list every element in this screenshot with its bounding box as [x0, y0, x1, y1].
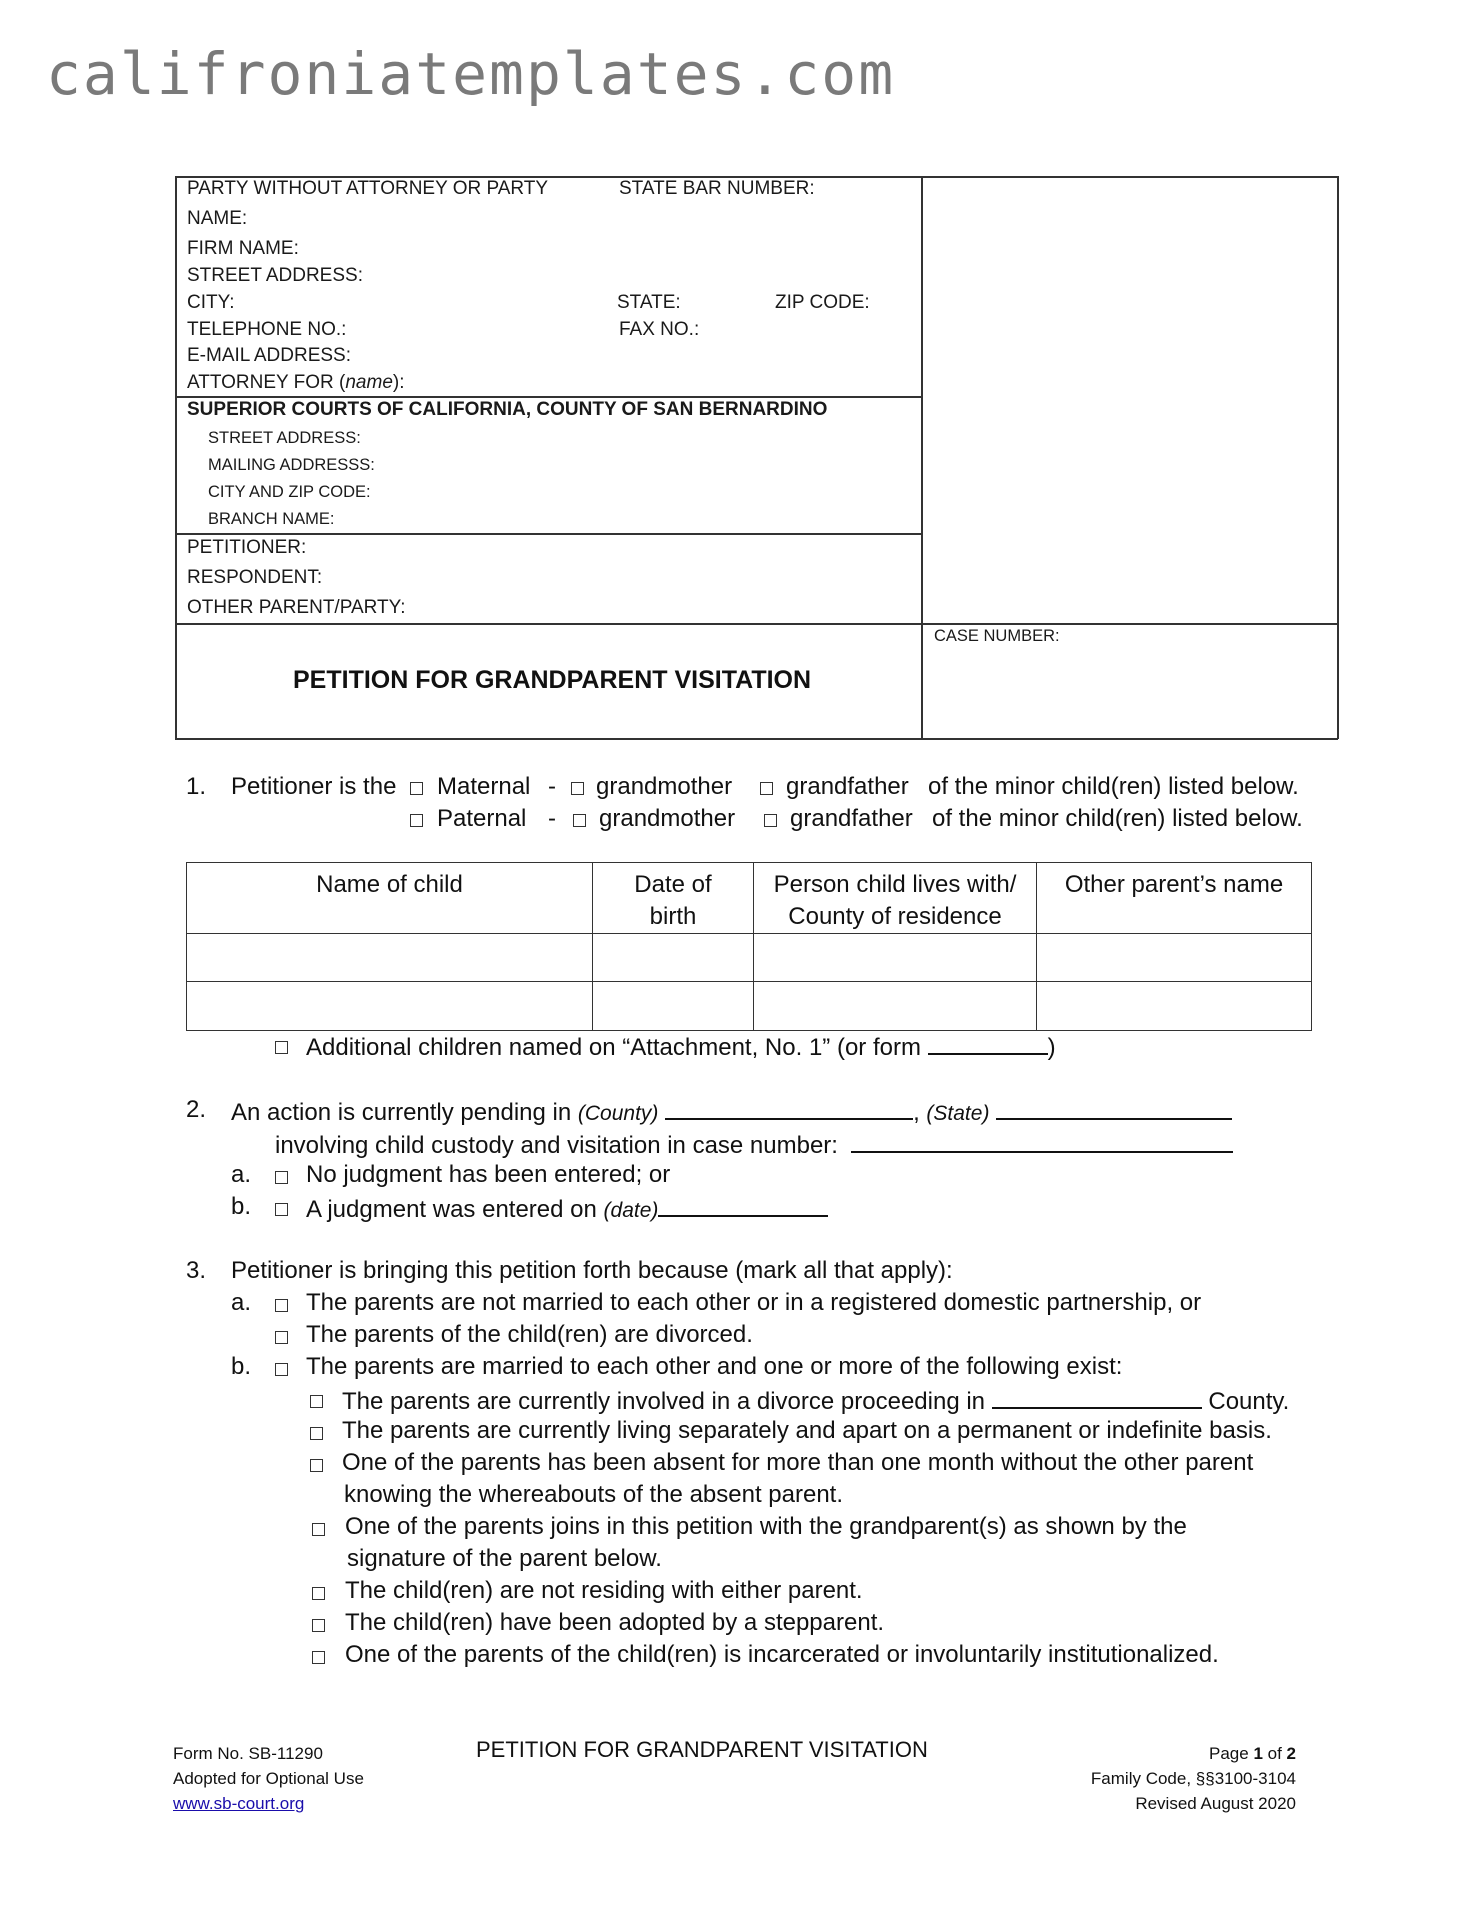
married-checkbox[interactable]	[275, 1363, 288, 1376]
judgment-entered-text: A judgment was entered on (date)	[306, 1193, 828, 1224]
stepparent-text: The child(ren) have been adopted by a stepparent.	[345, 1609, 885, 1636]
living-separately-checkbox[interactable]	[310, 1427, 323, 1440]
paternal-grandfather-checkbox[interactable]	[764, 814, 777, 827]
county-blank[interactable]	[665, 1096, 913, 1120]
table-row	[187, 982, 1312, 1031]
child-name-cell[interactable]	[187, 982, 593, 1031]
maternal-grandfather-label: grandfather	[786, 773, 909, 800]
court-name: SUPERIOR COURTS OF CALIFORNIA, COUNTY OF SAN BERNARDINO	[187, 399, 828, 420]
state-label: STATE:	[617, 292, 681, 313]
paternal-grandmother-checkbox[interactable]	[573, 814, 586, 827]
incarcerated-checkbox[interactable]	[312, 1651, 325, 1664]
child-other-parent-cell[interactable]	[1037, 982, 1312, 1031]
court-city-zip-label: CITY AND ZIP CODE:	[208, 483, 371, 501]
street-address-label: STREET ADDRESS:	[187, 265, 363, 286]
header-name-of-child: Name of child	[187, 863, 593, 934]
divorce-proceeding-checkbox[interactable]	[310, 1395, 323, 1408]
child-name-cell[interactable]	[187, 934, 593, 982]
footer-left	[173, 1741, 364, 1816]
judgment-date-blank[interactable]	[658, 1193, 828, 1217]
maternal-label: Maternal	[437, 773, 531, 800]
parent-absent-text-1: One of the parents has been absent for more than one month without the other parent	[342, 1449, 1254, 1476]
city-label: CITY:	[187, 292, 235, 313]
parent-joins-checkbox[interactable]	[312, 1523, 325, 1536]
revision-date: Revised August 2020	[1135, 1794, 1296, 1813]
item3-number: 3.	[186, 1257, 207, 1284]
fax-label: FAX NO.:	[619, 319, 700, 340]
header-date-of-birth: Date of birth	[593, 863, 754, 934]
adopted-for-use: Adopted for Optional Use	[173, 1769, 364, 1788]
children-table	[186, 862, 1312, 1031]
court-branch-label: BRANCH NAME:	[208, 510, 335, 528]
child-lives-with-cell[interactable]	[754, 934, 1037, 982]
state-bar-label: STATE BAR NUMBER:	[619, 178, 815, 199]
item1-lead: Petitioner is the	[231, 773, 397, 800]
form-number: Form No. SB-11290	[173, 1744, 323, 1763]
item2-a-label: a.	[231, 1161, 252, 1188]
header-lives-with: Person child lives with/ County of residence	[754, 863, 1037, 934]
not-residing-text: The child(ren) are not residing with either parent.	[345, 1577, 863, 1604]
watermark-text: califroniatemplates.com	[46, 40, 896, 108]
attorney-for-label: ATTORNEY FOR (name):	[187, 372, 405, 393]
parent-joins-text-1: One of the parents joins in this petition with the grandparent(s) as shown by the	[345, 1513, 1187, 1540]
item1-dash: -	[548, 773, 556, 800]
item2-line2: involving child custody and visitation in case number:	[275, 1129, 1233, 1160]
not-residing-checkbox[interactable]	[312, 1587, 325, 1600]
family-code-reference: Family Code, §§3100-3104	[1090, 1769, 1296, 1788]
telephone-label: TELEPHONE NO.:	[187, 319, 347, 340]
paternal-grandmother-label: grandmother	[599, 805, 736, 832]
incarcerated-text: One of the parents of the child(ren) is incarcerated or involuntarily institutionalized.	[345, 1641, 1219, 1668]
child-dob-cell[interactable]	[593, 982, 754, 1031]
court-mailing-label: MAILING ADDRESSS:	[208, 456, 375, 474]
state-blank[interactable]	[996, 1096, 1232, 1120]
paternal-checkbox[interactable]	[410, 814, 423, 827]
case-number-label: CASE NUMBER:	[934, 627, 1060, 645]
maternal-grandmother-checkbox[interactable]	[571, 782, 584, 795]
divorced-checkbox[interactable]	[275, 1331, 288, 1344]
maternal-grandmother-label: grandmother	[596, 773, 733, 800]
item2-lead: An action is currently pending in (County) , (State)	[231, 1096, 1232, 1127]
not-married-text: The parents are not married to each other or in a registered domestic partnership, or	[306, 1289, 1202, 1316]
item1-number: 1.	[186, 773, 207, 800]
firm-name-label: FIRM NAME:	[187, 238, 299, 259]
item3-b-label: b.	[231, 1353, 252, 1380]
table-row	[187, 934, 1312, 982]
divorce-county-blank[interactable]	[992, 1385, 1202, 1409]
parent-absent-text-2: knowing the whereabouts of the absent parent.	[344, 1481, 844, 1508]
divorced-text: The parents of the child(ren) are divorced.	[306, 1321, 753, 1348]
form-number-blank[interactable]	[928, 1031, 1048, 1055]
child-dob-cell[interactable]	[593, 934, 754, 982]
footer-right	[1091, 1741, 1296, 1816]
stepparent-checkbox[interactable]	[312, 1619, 325, 1632]
no-judgment-text: No judgment has been entered; or	[306, 1161, 671, 1188]
item2-b-label: b.	[231, 1193, 252, 1220]
respondent-label: RESPONDENT:	[187, 567, 323, 588]
item3-a-label: a.	[231, 1289, 252, 1316]
no-judgment-checkbox[interactable]	[275, 1171, 288, 1184]
additional-children-text: Additional children named on “Attachment, No. 1” (or form )	[306, 1031, 1056, 1062]
child-lives-with-cell[interactable]	[754, 982, 1037, 1031]
judgment-entered-checkbox[interactable]	[275, 1203, 288, 1216]
paternal-tail: of the minor child(ren) listed below.	[932, 805, 1303, 832]
not-married-checkbox[interactable]	[275, 1299, 288, 1312]
maternal-tail: of the minor child(ren) listed below.	[928, 773, 1299, 800]
additional-children-checkbox[interactable]	[275, 1041, 288, 1054]
footer-title: PETITION FOR GRANDPARENT VISITATION	[476, 1737, 928, 1762]
item2-number: 2.	[186, 1096, 207, 1123]
divorce-proceeding-text: The parents are currently involved in a divorce proceeding in County.	[342, 1385, 1289, 1416]
form-title: PETITION FOR GRANDPARENT VISITATION	[293, 666, 812, 694]
paternal-label: Paternal	[437, 805, 527, 832]
item1-dash-2: -	[548, 805, 556, 832]
email-label: E-MAIL ADDRESS:	[187, 345, 352, 366]
other-parent-label: OTHER PARENT/PARTY:	[187, 597, 406, 618]
item3-lead: Petitioner is bringing this petition forth because (mark all that apply):	[231, 1257, 953, 1284]
parent-absent-checkbox[interactable]	[310, 1459, 323, 1472]
maternal-grandfather-checkbox[interactable]	[760, 782, 773, 795]
petitioner-label: PETITIONER:	[187, 537, 307, 558]
living-separately-text: The parents are currently living separately and apart on a permanent or indefinite basis.	[342, 1417, 1272, 1444]
party-label-line2: NAME:	[187, 208, 248, 229]
zip-code-label: ZIP CODE:	[775, 292, 870, 313]
married-text: The parents are married to each other and one or more of the following exist:	[306, 1353, 1123, 1380]
party-label-line1: PARTY WITHOUT ATTORNEY OR PARTY	[187, 178, 549, 199]
court-website-link[interactable]: www.sb-court.org	[173, 1794, 305, 1813]
case-number-blank[interactable]	[851, 1129, 1233, 1153]
court-street-label: STREET ADDRESS:	[208, 429, 361, 447]
page-indicator: Page 1 of 2	[1209, 1744, 1296, 1763]
maternal-checkbox[interactable]	[410, 782, 423, 795]
header-other-parent: Other parent’s name	[1037, 863, 1312, 934]
parent-joins-text-2: signature of the parent below.	[347, 1545, 662, 1572]
paternal-grandfather-label: grandfather	[790, 805, 913, 832]
child-other-parent-cell[interactable]	[1037, 934, 1312, 982]
